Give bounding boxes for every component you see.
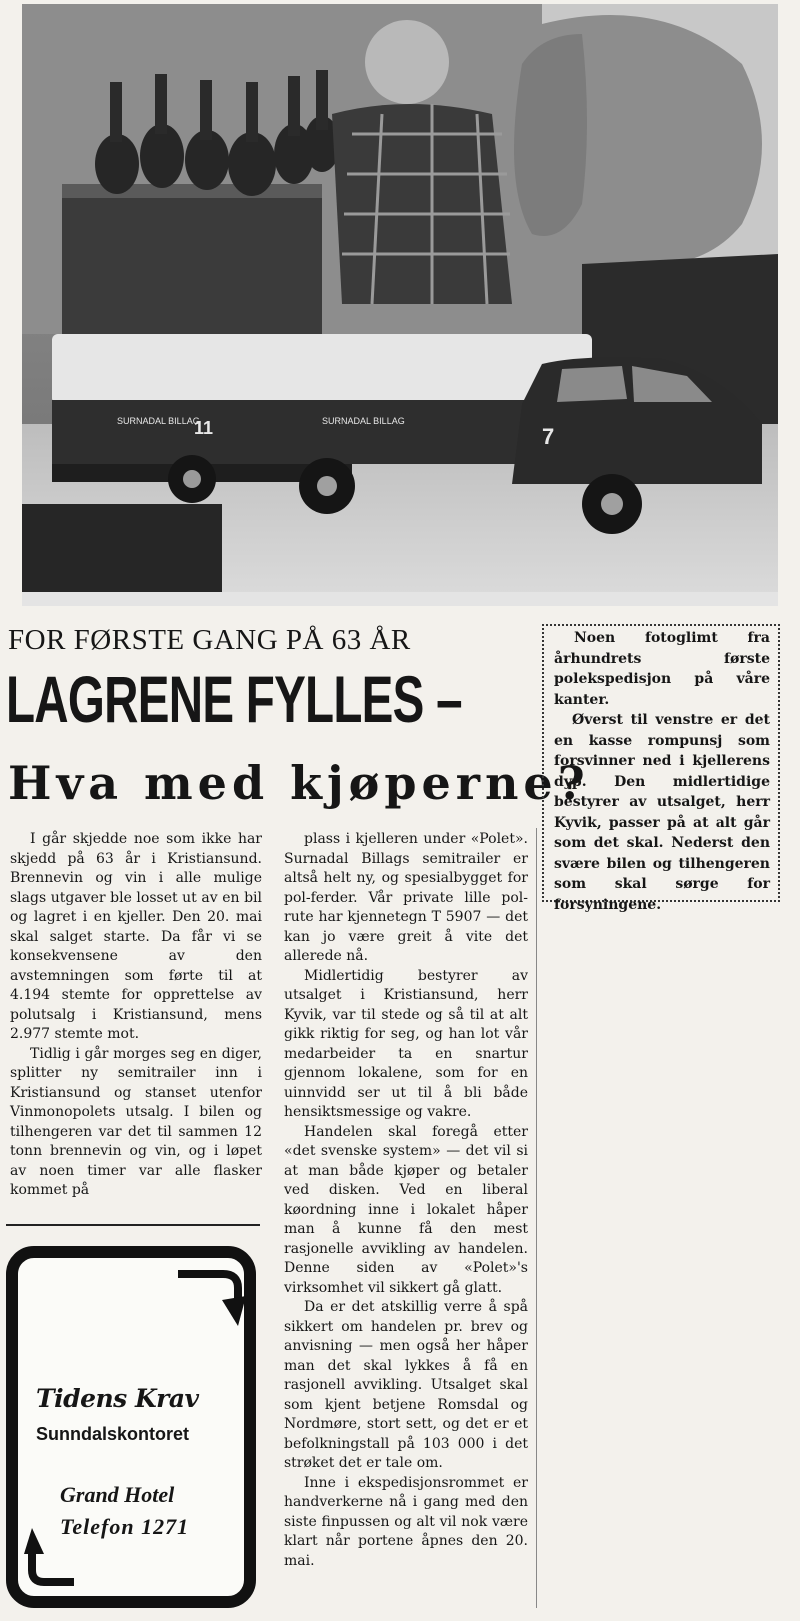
trailer-number: 11 (194, 418, 214, 438)
ad-brand: Tidens Krav (36, 1384, 199, 1413)
body-paragraph: I går skjedde noe som ikke har skjedd på 63 år i Kristiansund. Brennevin og vin i alle mulige slags utgaver ble losset ut av en bil og lagret i en kjeller. Den 20. mai skal salget starte. Da får vi se konsekvensene av den avstemningen som førte til at 4.194 stemte for opprettelse av polutsalg i Kristiansund, mens 2.977 stemte mot. (10, 831, 262, 1042)
photo-caption-box (542, 624, 780, 913)
truck-number: 7 (542, 424, 555, 449)
body-paragraph: plass i kjelleren under «Polet». Surnadal Billags semitrailer er altså helt ny, og spesialbygget for pol-ferder. Vår private lille pol-rute har kjennetegn T 5907 — det kan jo være greit å vite det allerede nå. (284, 831, 528, 964)
photo-collage (22, 4, 778, 606)
caption-paragraph: Noen fotoglimt fra århundrets første polekspedisjon på våre kanter. (554, 630, 770, 708)
ad-hotel: Grand Hotel (60, 1482, 175, 1507)
news-photo (22, 4, 778, 606)
ad-separator (6, 1224, 260, 1226)
article-column-2 (284, 830, 528, 1571)
article-subhead: Hva med kjøperne? (8, 756, 590, 810)
column-rule (536, 828, 537, 1608)
article-column-1 (10, 830, 262, 1201)
article-kicker: FOR FØRSTE GANG PÅ 63 ÅR (8, 624, 411, 656)
ad-phone: Telefon 1271 (60, 1514, 190, 1539)
article-headline: LAGRENE FYLLES – (6, 662, 462, 736)
newspaper-advertisement (6, 1246, 256, 1608)
trailer-lettering: SURNADAL BILLAG (117, 416, 200, 426)
truck-lettering: SURNADAL BILLAG (322, 416, 405, 426)
body-paragraph: Tidlig i går morges seg en diger, splitter ny semitrailer inn i Kristiansund og stanset utenfor Vinmonopolets utsalg. I bilen og tilhengeren var det til sammen 12 tonn brennevin og vin, og i løpet av noen timer var alle flasker kommet på (10, 1045, 262, 1198)
arrow-up-left-icon (24, 1520, 84, 1590)
caption-paragraph: Øverst til venstre er det en kasse rompunsj som forsvinner ned i kjellerens dyp. Den midlertidige bestyrer av utsalget, herr Kyvik, passer på at alt går som det skal. Nederst den svære bilen og tilhengeren som skal sørge for forsyningene. (554, 712, 770, 913)
body-paragraph: Da er det atskillig verre å spå sikkert om handelen pr. brev og anvisning — men også her håper man det skal lykkes å få en rasjonell avvikling. Utsalget skal som kjent betjene Romsdal og Nordmøre, stort sett, og det er et befolkningstall på 103 000 i det strøket det er tale om. (284, 1299, 528, 1471)
arrow-down-right-icon (168, 1266, 248, 1336)
body-paragraph: Midlertidig bestyrer av utsalget i Kristiansund, herr Kyvik, var til stede og så til at alt gikk riktig for seg, og han lot vår medarbeider ta en snartur gjennom lokalene, som for en uinnvidd ser ut til å bli både hensiktsmessige og vakre. (284, 967, 528, 1120)
ad-office: Sunndalskontoret (36, 1424, 190, 1444)
body-paragraph: Handelen skal foregå etter «det svenske system» — det vil si at man både kjøper og betaler ved disken. Ved en liberal køordning inne i lokalet håper man å kunne få den mest rasjonelle avvikling av handelen. Denne siden av «Polet»'s virksomhet vil sikkert gå glatt. (284, 1123, 528, 1296)
body-paragraph: Inne i ekspedisjonsrommet er handverkerne nå i gang med den siste finpussen og alt vil nok være klart når portene åpnes den 20. mai. (284, 1474, 528, 1569)
